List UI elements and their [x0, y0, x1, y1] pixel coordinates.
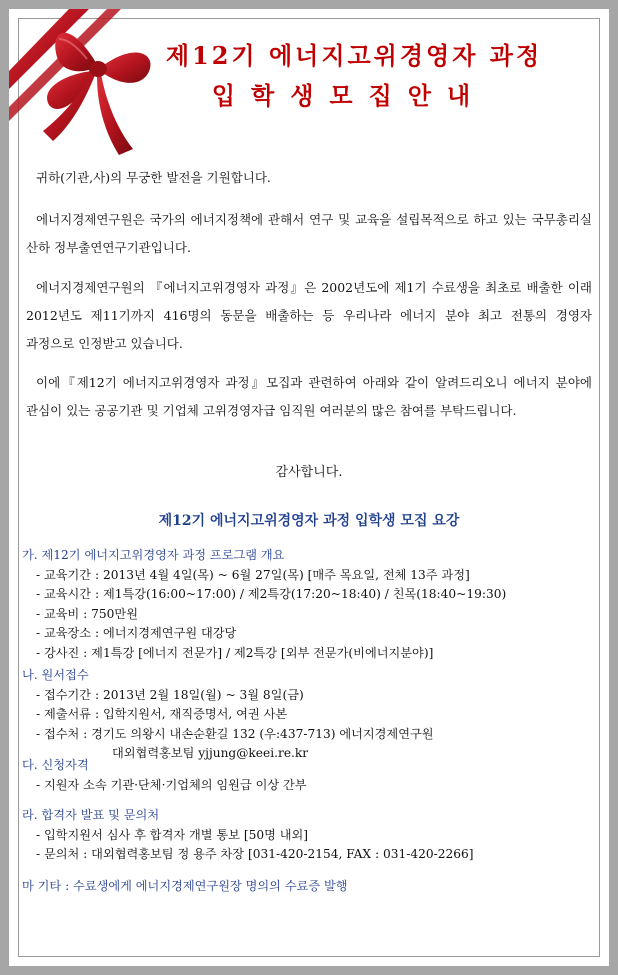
invitation-paragraph: 이에『제12기 에너지고위경영자 과정』모집과 관련하여 아래와 같이 알려드리오니 에너지 분야에 관심이 있는 공공기관 및 기업체 고위경영자급 임직원 여러분의 많은 참여를 부탁드립니다. — [26, 375, 592, 418]
list-item: - 접수처 : 경기도 의왕시 내손순환길 132 (우:437-713) 에너지경제연구원 — [36, 726, 434, 741]
list-item: - 교육장소 : 에너지경제연구원 대강당 — [36, 626, 237, 640]
title-line-2: 입학생모집안내 — [211, 81, 487, 110]
list-item: - 교육기간 : 2013년 4월 4일(목) ~ 6월 27일(목) [매주 목요일, 전체 13주 과정] — [36, 567, 470, 582]
contact-email-line: 대외협력홍보팀 yjjung@keei.re.kr — [112, 746, 309, 760]
list-item: - 교육시간 : 제1특강(16:00~17:00) / 제2특강(17:20~18:40) / 친목(18:40~19:30) — [36, 587, 507, 601]
section-program-overview — [22, 546, 602, 663]
list-item: - 강사진 : 제1특강 [에너지 전문가] / 제2특강 [외부 전문가(비에너지분야)] — [36, 645, 434, 660]
list-item: - 교육비 : 750만원 — [36, 606, 138, 621]
section-application — [22, 666, 602, 764]
list-item: - 입학지원서 심사 후 합격자 개별 통보 [50명 내외] — [36, 827, 309, 842]
closing-text: 감사합니다. — [275, 465, 343, 480]
list-item: - 제출서류 : 입학지원서, 재직증명서, 여권 사본 — [36, 707, 288, 721]
greeting-paragraph: 귀하(기관,사)의 무궁한 발전을 기원합니다. — [36, 170, 271, 185]
section-heading: 가. 제12기 에너지고위경영자 과정 프로그램 개요 — [22, 548, 285, 562]
section-announcement-contact — [22, 806, 602, 865]
history-paragraph: 에너지경제연구원의 『에너지고위경영자 과정』은 2002년도에 제1기 수료생을 최초로 배출한 이래 2012년도 제11기까지 416명의 동문을 배출하는 등 우리나라 에너지 분야 최고 전통의 경영자 과정으로 인정받고 있습니다. — [26, 280, 592, 351]
section-heading: 나. 원서접수 — [22, 668, 89, 682]
section-heading: 다. 신청자격 — [22, 758, 89, 772]
section-other — [22, 877, 602, 897]
title-line-1: 제12기 에너지고위경영자 과정 — [165, 41, 543, 70]
section-heading: 라. 합격자 발표 및 문의처 — [22, 808, 160, 822]
list-item: - 문의처 : 대외협력홍보팀 정 용주 차장 [031-420-2154, FAX : 031-420-2266] — [36, 847, 474, 861]
intro-paragraph: 에너지경제연구원은 국가의 에너지정책에 관해서 연구 및 교육을 설립목적으로 하고 있는 국무총리실 산하 정부출연연구기관입니다. — [26, 212, 592, 255]
list-item: - 지원자 소속 기관·단체·기업체의 임원급 이상 간부 — [36, 777, 307, 792]
section-heading: 마 기타 : 수료생에게 에너지경제연구원장 명의의 수료증 발행 — [22, 879, 348, 893]
section-eligibility — [22, 756, 602, 795]
recruitment-subtitle: 제12기 에너지고위경영자 과정 입학생 모집 요강 — [158, 513, 460, 529]
list-item: - 접수기간 : 2013년 2월 18일(월) ~ 3월 8일(금) — [36, 687, 304, 702]
